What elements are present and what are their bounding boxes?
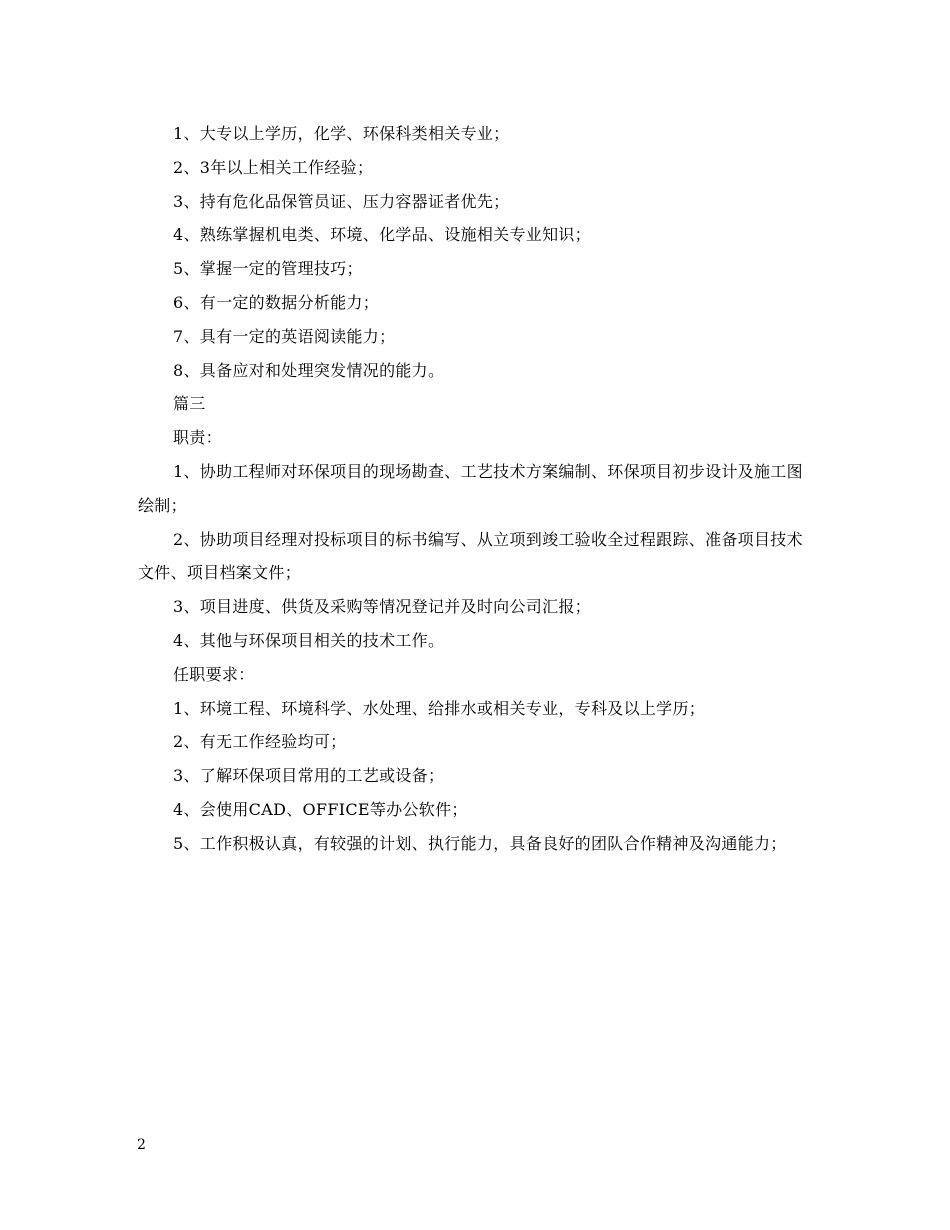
paragraph: 4、会使用CAD、OFFICE等办公软件；: [173, 799, 468, 819]
paragraph: 4、熟练掌握机电类、环境、化学品、设施相关专业知识；: [173, 225, 591, 245]
paragraph: 7、具有一定的英语阅读能力；: [173, 326, 396, 346]
paragraph: 2、有无工作经验均可；: [173, 732, 347, 752]
paragraph: 8、具备应对和处理突发情况的能力。: [173, 360, 445, 380]
subsection-heading: 任职要求：: [173, 664, 255, 684]
paragraph: 1、环境工程、环境科学、水处理、给排水或相关专业，专科及以上学历；: [173, 698, 706, 718]
paragraph: 3、项目进度、供货及采购等情况登记并及时向公司汇报；: [173, 597, 591, 617]
paragraph: 2、协助项目经理对投标项目的标书编写、从立项到竣工验收全过程跟踪、准备项目技术文件、项目档案文件；: [138, 529, 803, 583]
document-body: [138, 117, 818, 861]
paragraph: 1、大专以上学历，化学、环保科类相关专业；: [173, 124, 510, 143]
paragraph: 5、工作积极认真，有较强的计划、执行能力，具备良好的团队合作精神及沟通能力；: [173, 833, 787, 853]
paragraph: 4、其他与环保项目相关的技术工作。: [173, 630, 445, 650]
paragraph: 2、3年以上相关工作经验；: [173, 157, 374, 177]
paragraph: 6、有一定的数据分析能力；: [173, 292, 380, 312]
paragraph: 3、了解环保项目常用的工艺或设备；: [173, 766, 445, 786]
page-number: 2: [137, 1137, 146, 1153]
section-heading: 篇三: [173, 394, 206, 414]
paragraph: 5、掌握一定的管理技巧；: [173, 259, 363, 279]
paragraph: 1、协助工程师对环保项目的现场勘查、工艺技术方案编制、环保项目初步设计及施工图绘制；: [138, 461, 803, 515]
subsection-heading: 职责：: [173, 428, 222, 448]
paragraph: 3、持有危化品保管员证、压力容器证者优先；: [173, 191, 510, 211]
